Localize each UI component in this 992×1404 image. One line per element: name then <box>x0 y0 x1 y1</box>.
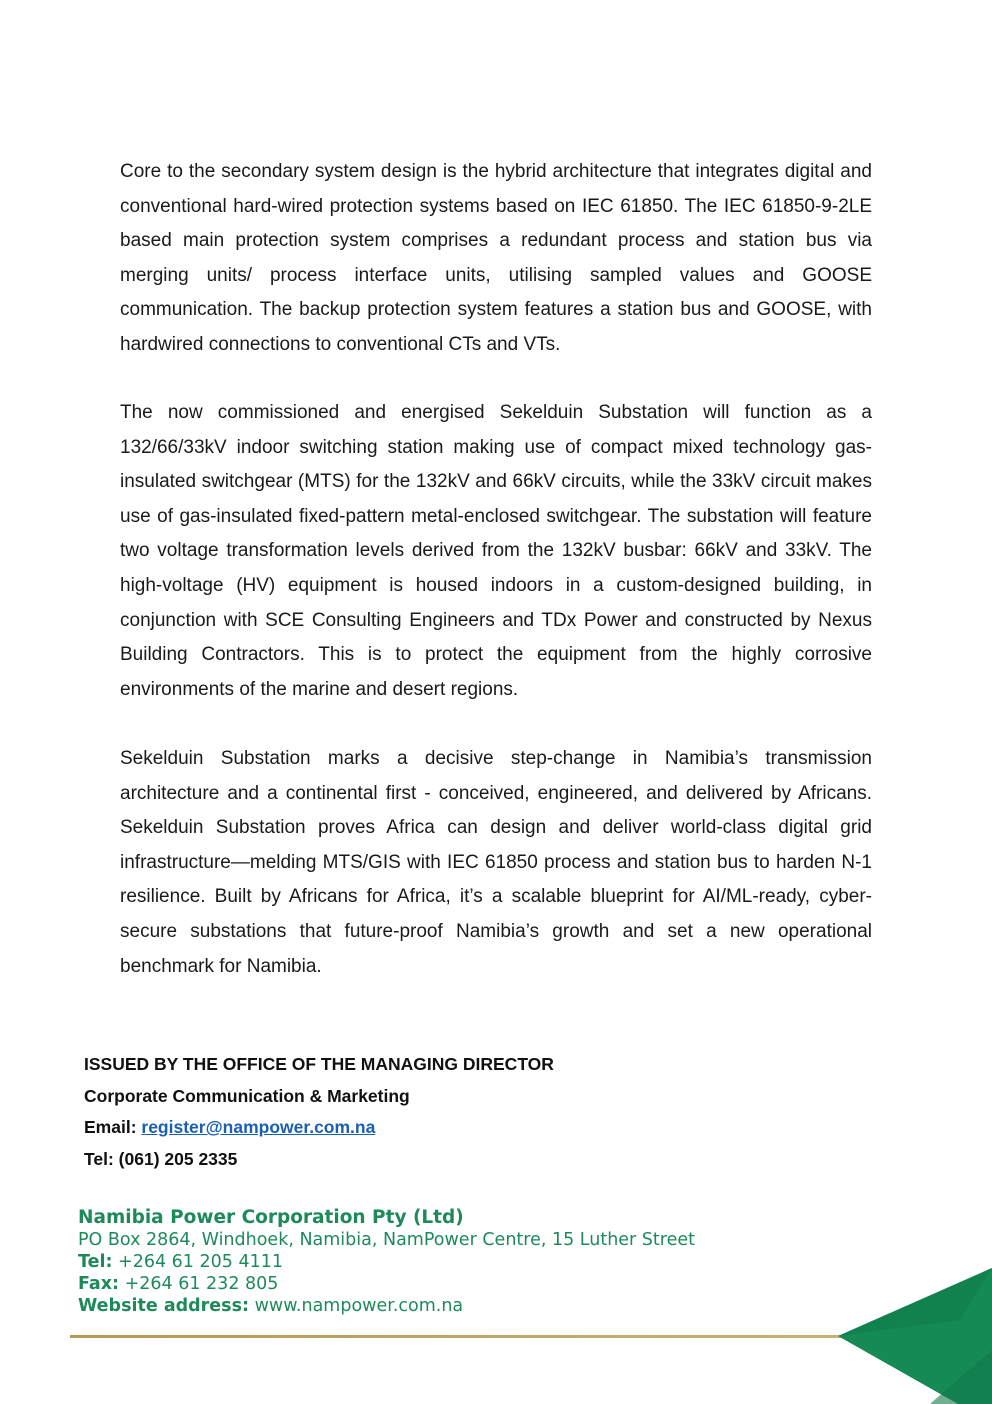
body-paragraph-2: The now commissioned and energised Sekelduin Substation will function as a 132/66/33kV indoor switching station making use of compact mixed technology gas-insulated switchgear (MTS) for the 132kV and 66kV circuits, while the 33kV circuit makes use of gas-insulated fixed-pattern metal-enclosed switchgear. The substation will feature two voltage transformation levels derived from the 132kV busbar: 66kV and 33kV. The high-voltage (HV) equipment is housed indoors in a custom-designed building, in conjunction with SCE Consulting Engineers and TDx Power and constructed by Nexus Building Contractors. This is to protect the equipment from the highly corrosive environments of the marine and desert regions. <box>120 402 872 700</box>
footer-website-value: www.nampower.com.na <box>249 1296 464 1316</box>
footer-company-name: Namibia Power Corporation Pty (Ltd) <box>78 1207 464 1228</box>
footer-gold-divider <box>70 1335 870 1338</box>
issued-by-block <box>84 1049 554 1175</box>
issued-by-tel: Tel: (061) 205 2335 <box>84 1148 238 1169</box>
footer-website-label: Website address: <box>78 1296 250 1316</box>
email-label: Email: <box>84 1117 142 1137</box>
footer-website-line <box>78 1295 695 1317</box>
body-paragraph-3: Sekelduin Substation marks a decisive step-change in Namibia’s transmission architecture and a continental first - conceived, engineered, and delivered by Africans. Sekelduin Substation proves Africa can design and deliver world-class digital grid infrastructure—melding MTS/GIS with IEC 61850 process and station bus to harden N-1 resilience. Built by Africans for Africa, it’s a scalable blueprint for AI/ML-ready, cyber-secure substations that future-proof Namibia’s growth and set a new operational benchmark for Namibia. <box>120 748 872 977</box>
footer-tel-line <box>78 1251 695 1273</box>
issued-by-email-line <box>84 1112 554 1144</box>
issued-by-department: Corporate Communication & Marketing <box>84 1085 410 1106</box>
issued-by-title: ISSUED BY THE OFFICE OF THE MANAGING DIRECTOR <box>84 1054 554 1074</box>
body-paragraph-1: Core to the secondary system design is the hybrid architecture that integrates digital and conventional hard-wired protection systems based on IEC 61850. The IEC 61850-9-2LE based main protection system comprises a redundant process and station bus via merging units/ process interface units, utilising sampled values and GOOSE communication. The backup protection system features a station bus and GOOSE, with hardwired connections to conventional CTs and VTs. <box>120 161 872 355</box>
letterhead-footer <box>78 1207 695 1317</box>
footer-fax-line <box>78 1273 695 1295</box>
footer-address: PO Box 2864, Windhoek, Namibia, NamPower Centre, 15 Luther Street <box>78 1230 695 1250</box>
email-link[interactable]: register@nampower.com.na <box>141 1117 376 1137</box>
footer-tel-value: +264 61 205 4111 <box>112 1252 284 1272</box>
footer-fax-value: +264 61 232 805 <box>119 1274 279 1294</box>
footer-tel-label: Tel: <box>78 1252 113 1272</box>
footer-fax-label: Fax: <box>78 1274 120 1294</box>
